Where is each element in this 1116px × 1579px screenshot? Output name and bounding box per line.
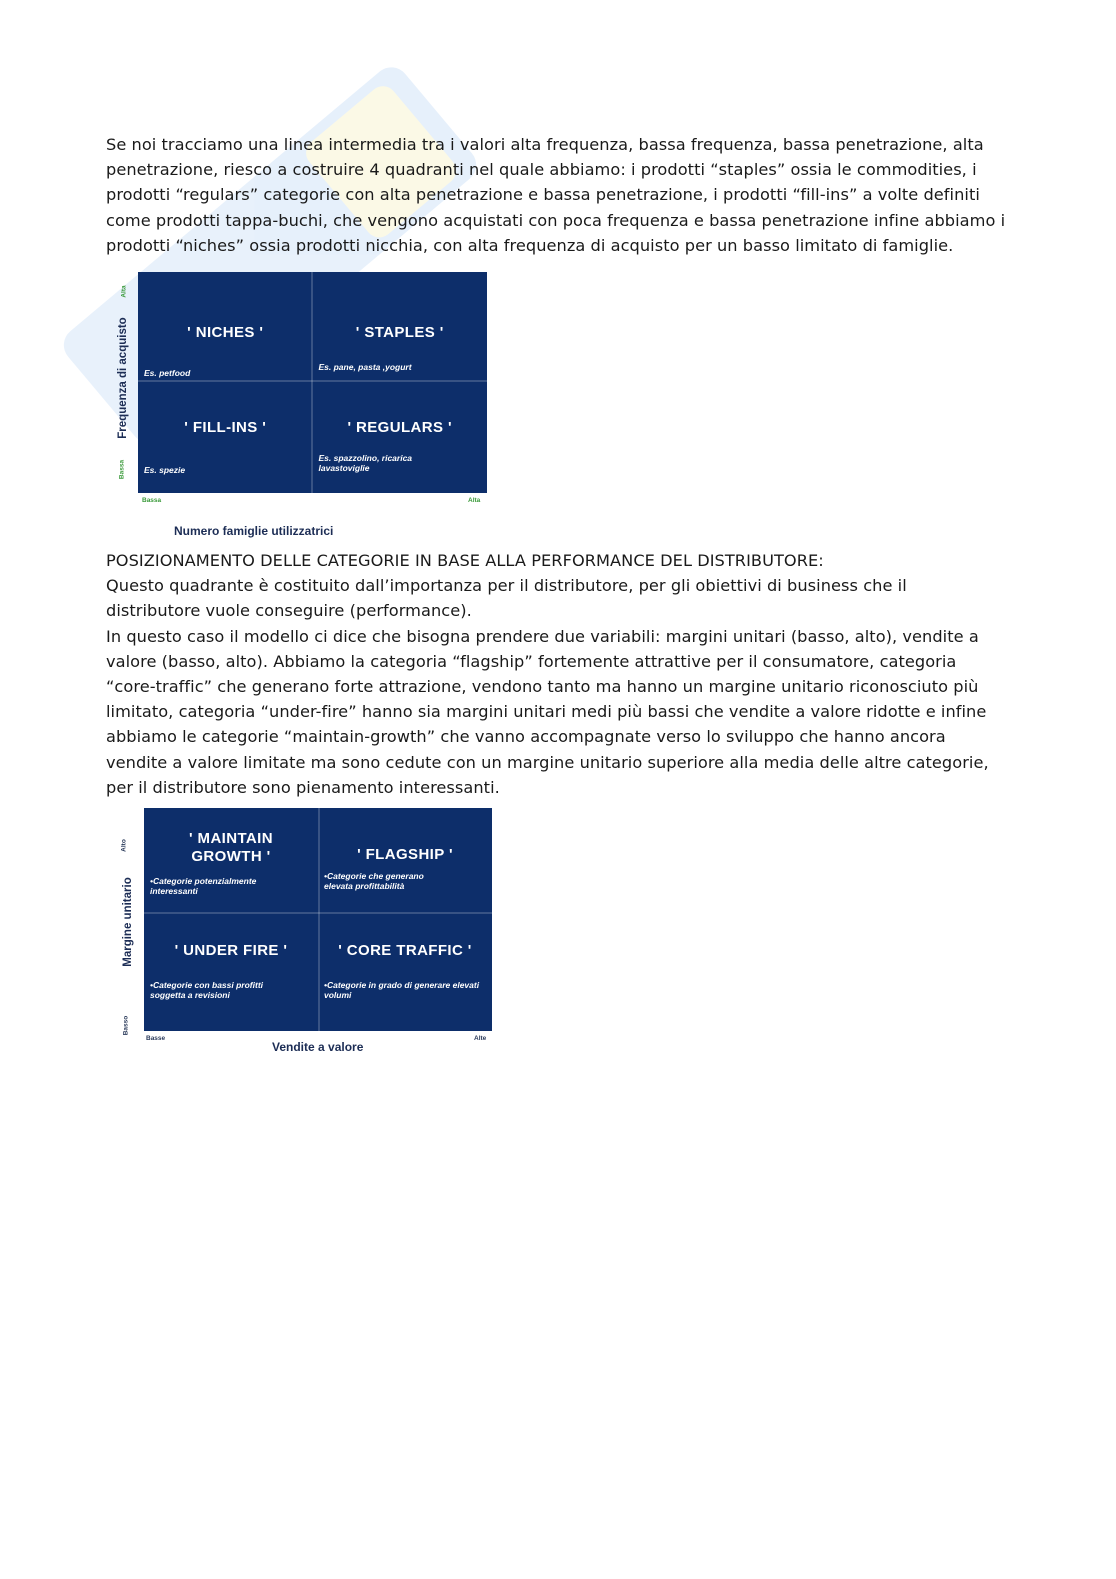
intro-paragraph: Se noi tracciamo una linea intermedia tra i valori alta frequenza, bassa frequenza, bassa penetrazione, alta penetrazione, riesco a costruire 4 quadranti nel quale abbiamo: i prodotti “staples” ossia le commodities, i prodotti “regulars” categorie con alta penetrazione e bassa penetrazione, i prodotti “fill-ins” a volte definiti come prodotti tappa-buchi, che vengono acquistati con poca frequenza e bassa penetrazione infine abbiamo i prodotti “niches” ossia prodotti nicchia, con alta frequenza di acquisto per un basso limitato di famiglie. xyxy=(106,135,1006,255)
y-tick-high: Alto xyxy=(120,839,128,852)
quadrant-example: •Categorie in grado di generare elevati volumi xyxy=(324,979,480,1000)
quadrant-staples xyxy=(313,272,488,383)
quadrant-example: Es. petfood xyxy=(144,368,191,378)
quadrant-title: ' FLAGSHIP ' xyxy=(357,846,453,863)
section-heading: POSIZIONAMENTO DELLE CATEGORIE IN BASE ALLA PERFORMANCE DEL DISTRIBUTORE: xyxy=(106,551,824,570)
quadrant-title-line1: ' MAINTAIN xyxy=(189,830,273,847)
quadrant-title: ' FILL-INS ' xyxy=(184,418,267,436)
x-tick-high: Alta xyxy=(468,497,481,504)
quadrant-core-traffic xyxy=(318,920,492,1032)
x-tick-low: Bassa xyxy=(142,497,162,504)
quadrant-flagship xyxy=(318,808,492,920)
quadrant-example: Es. spazzolino, ricarica lavastoviglie xyxy=(318,452,413,473)
quadrant-maintain-growth xyxy=(144,808,318,920)
margin-sales-matrix xyxy=(116,804,506,1056)
quadrant-under-fire xyxy=(144,920,318,1032)
quadrant-title: ' CORE TRAFFIC ' xyxy=(338,941,472,959)
y-axis-label: Frequenza di acquisto xyxy=(117,317,129,439)
x-axis-label: Numero famiglie utilizzatrici xyxy=(174,524,334,538)
penetration-frequency-matrix xyxy=(110,268,500,544)
x-axis-label: Vendite a valore xyxy=(272,1040,364,1054)
quadrant-title: ' UNDER FIRE ' xyxy=(174,941,288,959)
quadrant-title: ' STAPLES ' xyxy=(355,324,444,341)
x-tick-low: Basse xyxy=(146,1035,166,1042)
section-paragraph: In questo caso il modello ci dice che bisogna prendere due variabili: margini unitari (basso, alto), vendite a valore (basso, alto). Abbiamo la categoria “flagship” fortemente attrattive per il consumatore, categoria “core-traffic” che generano forte attrazione, vendono tanto ma hanno un margine unitario riconosciuto più limitato, categoria “under-fire” hanno sia margini unitari medi più bassi che vendite a valore ridotte e infine abbiamo le categorie “maintain-growth” che vanno accompagnate verso lo sviluppo che hanno ancora vendite a valore limitate ma sono cedute con un margine unitario superiore alla media delle altre categorie, per il distributore sono pienamento interessanti. xyxy=(106,626,989,797)
y-axis-label: Margine unitario xyxy=(122,877,134,967)
y-tick-low: Basso xyxy=(122,1015,130,1036)
quadrant-example: •Categorie che generano elevata profittabilità xyxy=(324,871,424,891)
quadrant-regulars xyxy=(313,383,488,494)
matrix-grid xyxy=(138,272,487,493)
quadrant-niches xyxy=(138,272,313,383)
quadrant-title: ' NICHES ' xyxy=(187,324,264,341)
section-two xyxy=(106,548,1006,800)
matrix-grid xyxy=(144,808,492,1031)
quadrant-fill-ins xyxy=(138,383,313,494)
quadrant-title-line2: GROWTH ' xyxy=(191,848,271,865)
quadrant-example: •Categorie con bassi profitti soggetta a revisioni xyxy=(150,979,264,1000)
x-tick-high: Alte xyxy=(474,1035,487,1042)
quadrant-example: •Categorie potenzialmente interessanti xyxy=(150,876,257,896)
y-tick-low: Bassa xyxy=(118,459,126,480)
quadrant-example: Es. spezie xyxy=(144,464,186,475)
y-tick-high: Alta xyxy=(120,285,128,298)
quadrant-example: Es. pane, pasta ,yogurt xyxy=(318,362,412,372)
section-paragraph: Questo quadrante è costituito dall’importanza per il distributore, per gli obiettivi di business che il distributore vuole conseguire (performance). xyxy=(106,576,907,621)
quadrant-title: ' REGULARS ' xyxy=(347,418,452,436)
